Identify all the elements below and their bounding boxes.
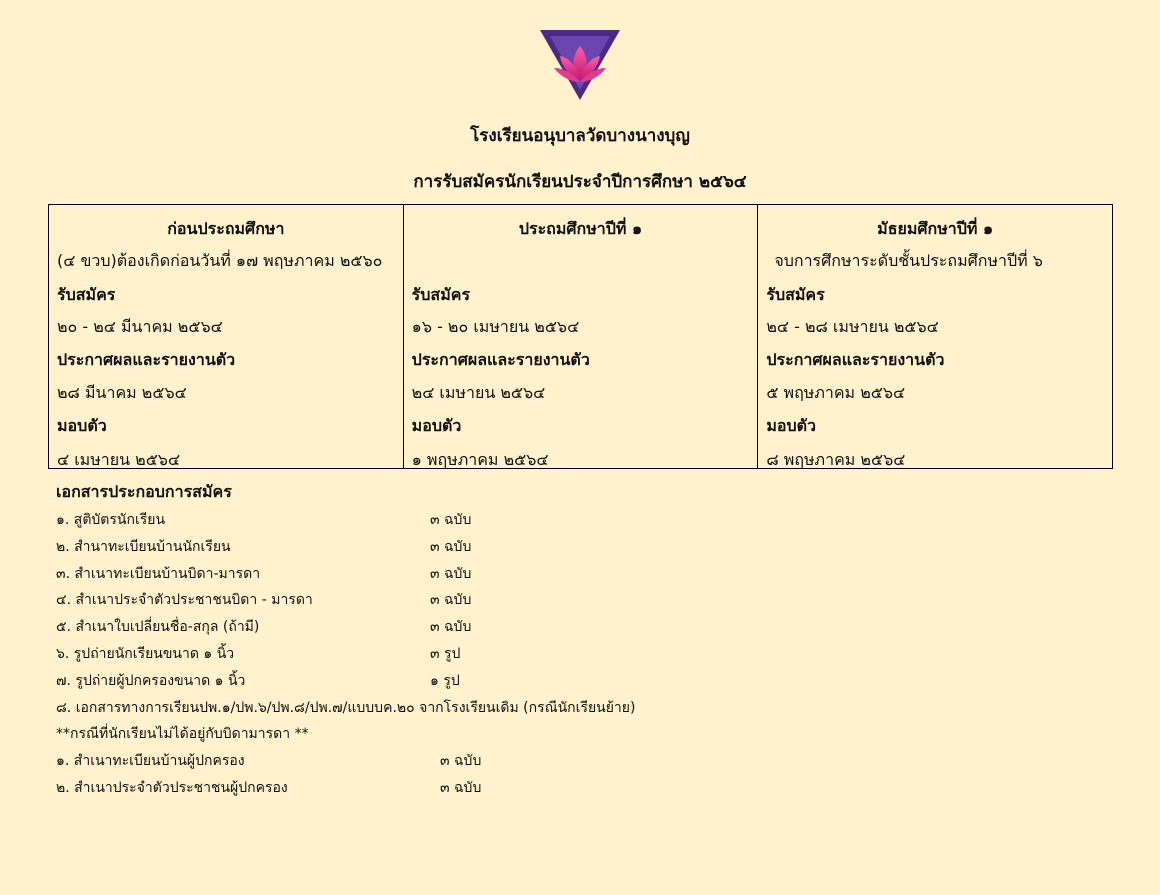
result-date: ๕ พฤษภาคม ๒๕๖๔: [766, 383, 906, 402]
eligibility-note: (๔ ขวบ)ต้องเกิดก่อนวันที่ ๑๗ พฤษภาคม ๒๕๖๐: [57, 251, 383, 270]
list-item: [56, 564, 1116, 591]
result-label: ประกาศผลและรายงานตัว: [411, 350, 590, 369]
document-item-8: ๘. เอกสารทางการเรียนปพ.๑/ปพ.๖/ปพ.๘/ปพ.๗/แบบบค.๒๐ จากโรงเรียนเดิม (กรณีนักเรียนย้าย): [56, 699, 636, 716]
result-label: ประกาศผลและรายงานตัว: [766, 350, 945, 369]
report-label: มอบตัว: [766, 416, 817, 435]
list-item: [56, 537, 1116, 564]
document-name: ๗. รูปถ่ายผู้ปกครองขนาด ๑ นิ้ว: [56, 672, 246, 689]
apply-date: ๒๔ - ๒๘ เมษายน ๒๕๖๔: [766, 317, 939, 336]
list-item: [56, 590, 1116, 617]
document-name: ๕. สำเนาใบเปลี่ยนชื่อ-สกุล (ถ้ามี): [56, 619, 260, 636]
document-name: ๓. สำเนาทะเบียนบ้านบิดา-มารดา: [56, 565, 261, 582]
required-documents: [56, 482, 1116, 805]
result-date: ๒๔ เมษายน ๒๕๖๔: [411, 383, 546, 402]
document-quantity: ๓ ฉบับ: [430, 592, 472, 609]
document-quantity: ๓ ฉบับ: [430, 619, 472, 636]
column-preschool: [49, 205, 404, 468]
list-item: [56, 751, 1116, 778]
column-primary-1: [404, 205, 759, 468]
apply-label: รับสมัคร: [57, 285, 116, 304]
column-title: ประถมศึกษาปีที่ ๑: [518, 219, 643, 238]
document-quantity: ๓ ฉบับ: [440, 753, 482, 770]
report-label: มอบตัว: [411, 416, 462, 435]
document-quantity: ๓ ฉบับ: [430, 512, 472, 528]
admission-schedule-table: [48, 204, 1113, 469]
report-label: มอบตัว: [57, 416, 107, 435]
apply-date: ๒๐ - ๒๔ มีนาคม ๒๕๖๔: [57, 317, 223, 336]
document-quantity: ๓ รูป: [430, 645, 461, 662]
column-secondary-1: [758, 205, 1112, 468]
column-title: ก่อนประถมศึกษา: [167, 219, 285, 238]
list-item: [56, 778, 1116, 805]
list-item: [56, 510, 1116, 537]
apply-label: รับสมัคร: [411, 285, 471, 304]
document-quantity: ๓ ฉบับ: [430, 565, 472, 582]
document-name: ๒. สำเนาประจำตัวประชาชนผู้ปกครอง: [56, 779, 288, 796]
list-item: [56, 617, 1116, 644]
document-name: ๒. สำนาทะเบียนบ้านนักเรียน: [56, 538, 231, 555]
document-quantity: ๓ ฉบับ: [430, 538, 472, 555]
document-quantity: ๑ รูป: [430, 672, 460, 689]
report-date: ๑ พฤษภาคม ๒๕๖๔: [411, 450, 549, 469]
result-date: ๒๘ มีนาคม ๒๕๖๔: [57, 383, 187, 402]
document-name: ๔. สำเนาประจำตัวประชาชนบิดา - มารดา: [56, 592, 313, 609]
school-name: โรงเรียนอนุบาลวัดบางนางบุญ: [470, 126, 690, 146]
apply-date: ๑๖ - ๒๐ เมษายน ๒๕๖๔: [411, 317, 580, 336]
admission-title: การรับสมัครนักเรียนประจำปีการศึกษา ๒๕๖๔: [413, 172, 747, 192]
guardian-note: **กรณีที่นักเรียนไม่ได้อยู่กับบิดามารดา **: [56, 726, 309, 743]
report-date: ๘ พฤษภาคม ๒๕๖๔: [766, 450, 906, 469]
document-name: ๑. สำเนาทะเบียนบ้านผู้ปกครอง: [56, 753, 245, 770]
column-title: มัธยมศึกษาปีที่ ๑: [877, 219, 994, 238]
documents-title: เอกสารประกอบการสมัคร: [56, 482, 232, 501]
apply-label: รับสมัคร: [766, 285, 825, 304]
document-name: ๑. สูติบัตรนักเรียน: [56, 512, 166, 528]
report-date: ๔ เมษายน ๒๕๖๔: [57, 450, 181, 469]
eligibility-note: จบการศึกษาระดับชั้นประถมศึกษาปีที่ ๖: [774, 251, 1043, 270]
document-name: ๖. รูปถ่ายนักเรียนขนาด ๑ นิ้ว: [56, 645, 235, 662]
lotus-triangle-logo-icon: [538, 28, 622, 102]
result-label: ประกาศผลและรายงานตัว: [57, 350, 236, 369]
list-item: [56, 644, 1116, 671]
list-item: [56, 671, 1116, 698]
document-quantity: ๓ ฉบับ: [440, 779, 482, 796]
